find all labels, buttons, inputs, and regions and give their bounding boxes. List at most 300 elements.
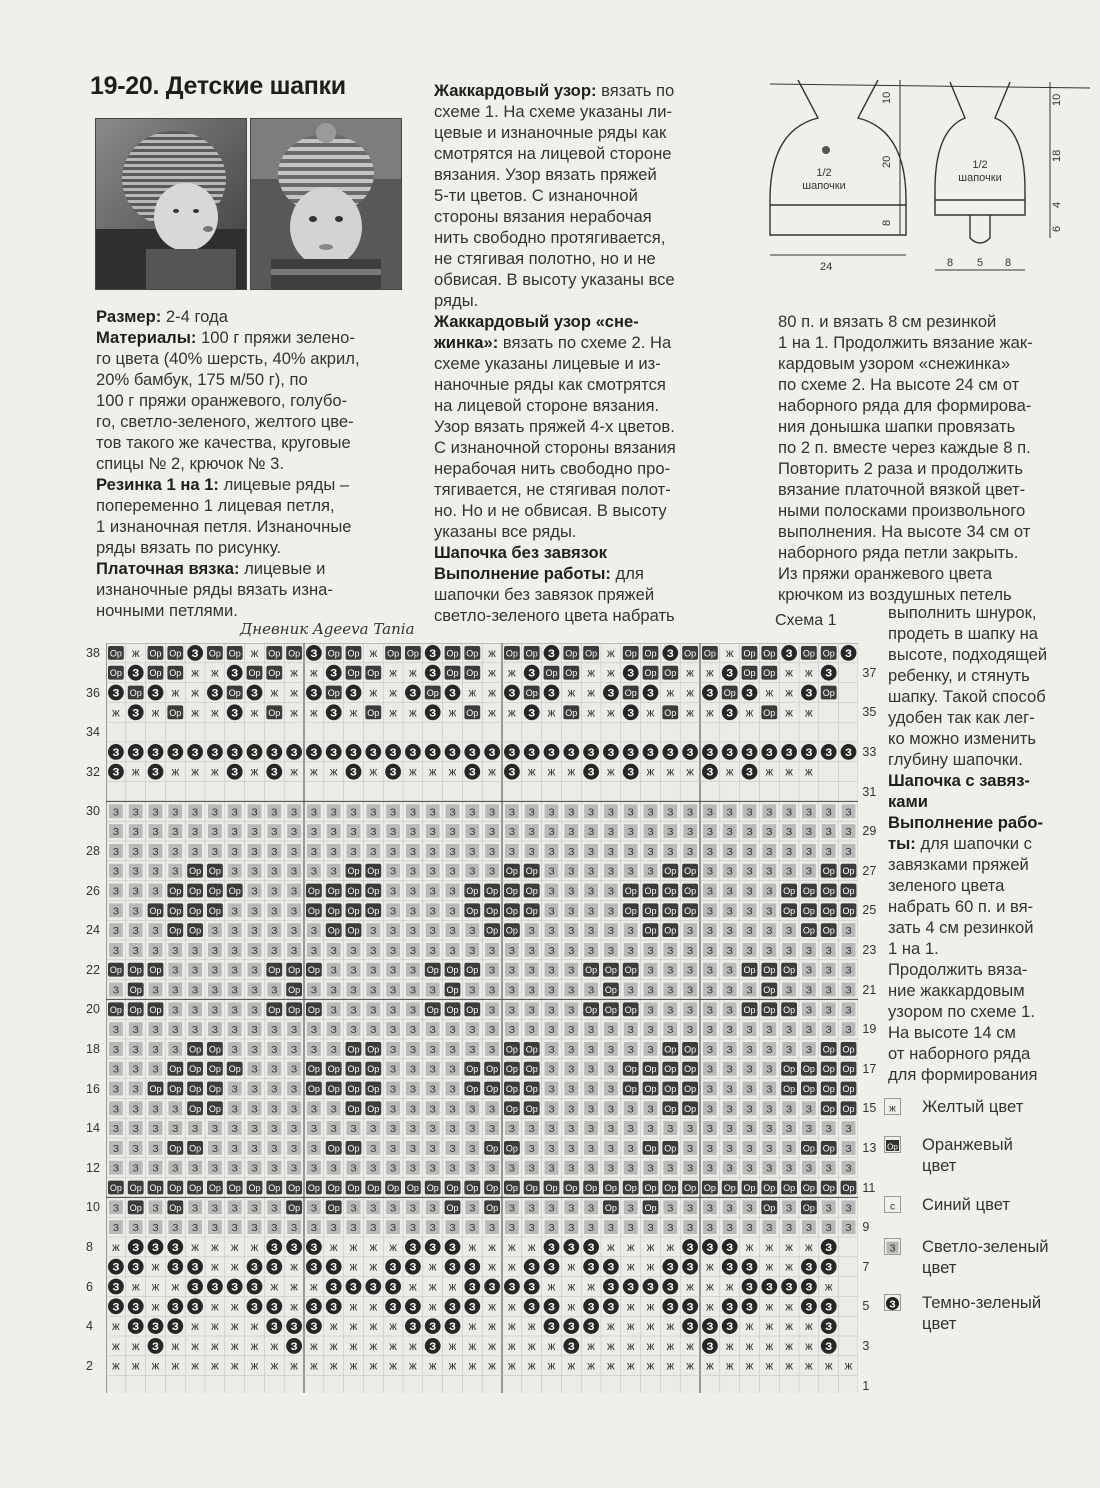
body-text: крючком из воздушных петель [778,585,1012,604]
chart-cell-yellow [785,688,793,700]
row-number-right: 31 [862,784,877,799]
svg-text:Ор: Ор [644,648,657,659]
chart-cell-darkgreen [603,685,619,701]
chart-cell-lightgreen [168,1002,182,1016]
chart-cell-lightgreen [228,1141,242,1155]
svg-text:З: З [686,1301,694,1314]
chart-cell-yellow [211,1301,219,1313]
chart-cell-lightgreen [287,1101,301,1115]
svg-text:ж: ж [131,766,140,779]
chart-cell-orange [167,666,183,680]
svg-text:З: З [845,806,852,819]
chart-cell-lightgreen [525,1121,539,1135]
chart-cell-lightgreen [347,1220,361,1234]
chart-cell-lightgreen [327,1022,341,1036]
svg-text:З: З [231,1202,238,1215]
body-text: выполнения. На высоте 34 см от [778,522,1031,541]
right-column-line [778,416,1033,437]
svg-text:З: З [449,1301,456,1314]
svg-text:З: З [587,1321,595,1334]
svg-text:ж: ж [488,766,496,779]
svg-text:Ор: Ор [109,1004,122,1015]
chart-cell-darkgreen [247,685,263,701]
chart-cell-orange [662,705,678,719]
chart-cell-yellow [488,688,496,700]
svg-text:Ор: Ор [367,668,380,679]
chart-cell-lightgreen [366,824,380,838]
chart-cell-lightgreen [782,1220,796,1234]
chart-cell-yellow [191,767,199,779]
chart-cell-lightgreen [307,1161,321,1175]
chart-cell-lightgreen [584,1062,598,1076]
chart-cell-lightgreen [109,1082,123,1096]
chart-cell-orange [346,884,362,898]
svg-text:ж: ж [626,1301,635,1314]
chart-cell-lightgreen [723,1121,737,1135]
svg-text:З: З [607,885,615,898]
svg-text:З: З [825,1024,832,1037]
chart-cell-lightgreen [545,884,559,898]
chart-cell-lightgreen [208,1002,222,1016]
chart-cell-darkgreen [563,744,579,760]
svg-text:З: З [389,964,397,977]
svg-text:З: З [468,1281,476,1294]
chart-cell-yellow [310,1282,318,1294]
svg-text:ж: ж [230,1261,239,1274]
chart-cell-orange [167,1200,183,1214]
chart-cell-lightgreen [446,804,460,818]
chart-cell-orange [167,1181,183,1195]
svg-text:З: З [587,1063,595,1076]
svg-text:З: З [766,885,773,898]
svg-text:З: З [508,806,516,819]
chart-cell-darkgreen [306,1259,322,1275]
svg-text:ж: ж [349,707,358,720]
body-text: высоте, подходящей [888,645,1048,664]
watermark: Дневник Ageeva Tania [240,620,415,638]
chart-cell-lightgreen [307,1022,321,1036]
chart-cell-orange [781,963,797,977]
svg-text:З: З [706,885,714,898]
chart-cell-lightgreen [545,963,559,977]
svg-text:З: З [271,1103,278,1116]
chart-cell-orange [643,1082,659,1096]
chart-cell-orange [761,705,777,719]
chart-cell-lightgreen [465,943,479,957]
chart-cell-orange [187,1062,203,1076]
body-text: лицевые и [244,559,326,578]
svg-text:ж: ж [646,1340,655,1353]
svg-text:З: З [330,1162,337,1175]
chart-cell-lightgreen [822,804,836,818]
right-column-line [778,542,1033,563]
body-text: цевые и изнаночные ряды как [434,123,667,142]
svg-text:З: З [548,1063,555,1076]
right-side-line [888,602,1047,623]
svg-text:З: З [587,1222,595,1235]
svg-text:Ор: Ор [723,688,736,698]
chart-cell-lightgreen [624,1220,638,1234]
chart-cell-yellow [706,1262,714,1274]
chart-cell-lightgreen [624,1042,638,1056]
chart-cell-orange [405,1181,421,1195]
svg-text:Ор: Ор [842,1183,855,1193]
chart-cell-lightgreen [248,1022,262,1036]
chart-cell-orange [148,1002,164,1016]
svg-text:Ор: Ор [149,965,162,976]
svg-text:Ор: Ор [327,688,340,698]
chart-cell-lightgreen [485,1121,499,1135]
svg-text:Ор: Ор [327,648,340,659]
chart-cell-lightgreen [465,864,479,878]
svg-text:ж: ж [508,1321,516,1334]
svg-text:З: З [726,1024,733,1037]
chart-cell-orange [425,1002,441,1016]
right-column-line [778,458,1033,479]
chart-cell-lightgreen [248,844,262,858]
svg-text:З: З [469,1043,476,1056]
svg-text:ж: ж [389,667,397,680]
svg-text:Ор: Ор [486,1064,499,1075]
svg-text:Ор: Ор [327,886,340,896]
chart-cell-darkgreen [108,764,124,780]
svg-text:Ор: Ор [604,1202,617,1213]
chart-cell-lightgreen [584,903,598,917]
svg-text:З: З [409,1123,417,1136]
chart-cell-lightgreen [109,1200,123,1214]
svg-text:ж: ж [250,1321,259,1334]
svg-text:Ор: Ор [228,648,241,659]
chart-cell-lightgreen [782,1042,796,1056]
svg-text:Ор: Ор [505,1103,518,1114]
svg-text:Ор: Ор [169,1084,182,1094]
chart-cell-lightgreen [683,1002,697,1016]
row-number-left: 28 [86,844,100,858]
svg-text:ж: ж [112,1321,120,1334]
chart-cell-darkgreen [722,1259,738,1275]
chart-cell-lightgreen [644,1002,658,1016]
svg-text:ж: ж [745,1241,754,1254]
svg-text:З: З [805,1024,813,1037]
svg-text:Ор: Ор [644,1183,657,1193]
svg-text:ж: ж [349,1360,358,1373]
chart-cell-orange [108,666,124,680]
chart-cell-darkgreen [623,1279,639,1295]
chart-cell-lightgreen [743,824,757,838]
chart-cell-lightgreen [525,983,539,997]
chart-cell-orange [148,646,164,660]
svg-text:З: З [429,707,437,720]
chart-cell-orange [346,666,362,680]
chart-cell-orange [108,1181,124,1195]
svg-text:З: З [191,1301,199,1314]
chart-cell-lightgreen [386,1200,400,1214]
body-text: наночные ряды как смотрятся [434,375,666,394]
chart-cell-lightgreen [723,923,737,937]
chart-cell-orange [207,903,223,917]
chart-cell-orange [702,646,718,660]
chart-cell-darkgreen [445,1318,461,1334]
middle-column-line [434,437,676,458]
svg-text:Ор: Ор [169,1202,182,1213]
chart-cell-lightgreen [525,804,539,818]
chart-cell-yellow [231,1341,239,1353]
chart-cell-lightgreen [564,824,578,838]
svg-text:З: З [469,845,476,858]
svg-text:З: З [211,964,219,977]
right-hat-label-line2: шапочки [958,172,1002,184]
svg-text:Ор: Ор [486,1202,499,1213]
chart-cell-yellow [270,1341,278,1353]
chart-cell-lightgreen [743,1220,757,1234]
body-text: 100 г пряжи оранжевого, голубо- [96,391,348,410]
chart-cell-lightgreen [267,1141,281,1155]
svg-text:З: З [587,746,595,759]
svg-text:ж: ж [211,1340,219,1353]
svg-text:Ор: Ор [268,1004,281,1015]
chart-cell-lightgreen [366,1200,380,1214]
svg-text:З: З [548,1301,555,1314]
chart-cell-darkgreen [583,1298,599,1314]
chart-cell-lightgreen [703,1141,717,1155]
chart-cell-lightgreen [842,1161,856,1175]
chart-cell-darkgreen [722,1239,738,1255]
chart-cell-darkgreen [662,1279,678,1295]
svg-text:ж: ж [666,687,675,700]
svg-text:Ор: Ор [684,1103,697,1114]
svg-text:З: З [132,1261,140,1274]
svg-text:З: З [290,746,298,759]
chart-cell-lightgreen [584,824,598,838]
svg-text:Ор: Ор [763,707,776,718]
chart-cell-lightgreen [624,923,638,937]
chart-cell-darkgreen [544,1298,560,1314]
body-text: смотрятся на лицевой стороне [434,144,672,163]
svg-text:З: З [825,826,832,839]
svg-text:ж: ж [349,1340,358,1353]
svg-text:З: З [409,1004,417,1017]
svg-text:З: З [350,984,357,997]
svg-text:З: З [726,1004,733,1017]
svg-text:З: З [766,925,773,938]
svg-text:З: З [508,826,516,839]
svg-text:ж: ж [607,1241,615,1254]
chart-cell-darkgreen [187,1298,203,1314]
svg-text:ж: ж [745,1321,754,1334]
svg-text:З: З [845,1222,852,1235]
chart-cell-yellow [686,688,694,700]
chart-cell-darkgreen [702,744,718,760]
chart-cell-lightgreen [782,864,796,878]
middle-column-line [434,563,676,584]
chart-cell-lightgreen [267,1042,281,1056]
svg-text:ж: ж [646,1360,655,1373]
svg-text:З: З [132,707,140,720]
svg-text:ж: ж [508,1261,516,1274]
svg-text:З: З [132,885,139,898]
chart-cell-lightgreen [584,1042,598,1056]
svg-text:З: З [389,865,397,878]
svg-text:ж: ж [290,1261,298,1274]
svg-text:З: З [409,1142,417,1155]
svg-text:З: З [845,647,852,660]
svg-text:ж: ж [547,707,556,720]
chart-cell-lightgreen [663,1200,677,1214]
chart-cell-yellow [290,767,298,779]
svg-text:Ор: Ор [822,1103,835,1114]
chart-cell-orange [841,1082,857,1096]
svg-text:Ор: Ор [149,1183,162,1193]
chart-cell-yellow [429,1361,437,1373]
svg-text:Ор: Ор [268,668,281,679]
row-number-right: 25 [862,903,877,918]
svg-text:З: З [845,845,852,858]
body-text: по схеме 2. На высоте 24 см от [778,375,1020,394]
chart-cell-darkgreen [346,685,362,701]
svg-text:З: З [528,667,536,680]
svg-text:З: З [805,944,813,957]
svg-text:З: З [666,1301,674,1314]
svg-text:Ор: Ор [743,965,756,976]
svg-text:Ор: Ор [347,886,360,896]
right-side-line [888,854,1047,875]
chart-cell-yellow [488,1341,496,1353]
chart-cell-lightgreen [525,1220,539,1234]
svg-text:Ор: Ор [208,1103,221,1114]
svg-text:З: З [607,1063,615,1076]
svg-text:З: З [746,687,753,700]
chart-cell-lightgreen [446,1082,460,1096]
svg-text:З: З [449,1261,456,1274]
svg-text:З: З [686,1222,694,1235]
svg-text:З: З [726,746,734,759]
chart-cell-lightgreen [525,1141,539,1155]
chart-cell-lightgreen [307,804,321,818]
chart-cell-yellow [666,1361,674,1373]
dim-left-8: 8 [881,219,893,226]
svg-text:З: З [112,1202,120,1215]
row-number-left: 22 [86,962,100,977]
chart-cell-lightgreen [822,1002,836,1016]
svg-text:З: З [726,984,733,997]
svg-text:З: З [686,1142,694,1155]
chart-cell-darkgreen [227,764,243,780]
chart-cell-yellow [785,1242,793,1254]
chart-cell-orange [841,1042,857,1056]
chart-cell-lightgreen [248,1121,262,1135]
chart-cell-orange [306,1181,322,1195]
svg-text:Ор: Ор [149,905,162,916]
svg-text:З: З [429,1202,436,1215]
svg-text:Ор: Ор [129,1004,142,1015]
svg-text:Ор: Ор [208,1044,221,1055]
svg-text:ж: ж [310,1340,318,1353]
chart-cell-lightgreen [287,1161,301,1175]
chart-cell-orange [445,646,461,660]
svg-text:З: З [389,925,397,938]
svg-text:Ор: Ор [644,886,657,896]
chart-cell-lightgreen [287,903,301,917]
svg-text:Ор: Ор [189,866,202,877]
svg-text:З: З [746,1301,753,1314]
svg-text:Ор: Ор [189,1064,202,1075]
svg-text:З: З [845,1024,852,1037]
svg-text:З: З [746,1024,753,1037]
chart-cell-lightgreen [644,1161,658,1175]
chart-cell-lightgreen [584,1141,598,1155]
svg-text:З: З [409,964,417,977]
chart-cell-lightgreen [366,983,380,997]
svg-text:З: З [290,944,298,957]
chart-cell-orange [167,705,183,719]
svg-text:Ор: Ор [347,1044,360,1055]
svg-text:Ор: Ор [684,1064,697,1075]
chart-cell-lightgreen [287,864,301,878]
svg-text:З: З [112,845,120,858]
chart-cell-lightgreen [248,1161,262,1175]
chart-cell-orange [563,666,579,680]
chart-cell-lightgreen [545,1220,559,1234]
left-column-line [96,369,360,390]
chart-cell-orange [524,1181,540,1195]
svg-text:З: З [726,1301,734,1314]
svg-text:З: З [607,1123,615,1136]
chart-cell-lightgreen [564,1220,578,1234]
svg-text:З: З [568,964,575,977]
legend-label: Оранжевый цвет [922,1135,1013,1175]
svg-text:З: З [845,1123,852,1136]
chart-cell-lightgreen [228,1022,242,1036]
chart-cell-darkgreen [108,744,124,760]
chart-cell-lightgreen [228,1220,242,1234]
svg-text:Ор: Ор [189,1103,202,1114]
svg-text:З: З [370,1024,377,1037]
svg-text:ж: ж [230,1340,239,1353]
chart-cell-lightgreen [307,943,321,957]
chart-cell-lightgreen [564,1161,578,1175]
chart-cell-lightgreen [426,1062,440,1076]
svg-text:Ор: Ор [703,1183,716,1193]
svg-text:З: З [548,925,555,938]
chart-cell-yellow [567,767,575,779]
chart-cell-orange [702,1181,718,1195]
chart-cell-yellow [785,1321,793,1333]
svg-text:З: З [686,984,694,997]
svg-text:З: З [271,984,278,997]
chart-cell-yellow [746,707,754,719]
chart-cell-orange [306,903,322,917]
chart-cell-darkgreen [544,1318,560,1334]
body-text: стороны вязания нерабочая [434,207,652,226]
body-text: го, светло-зеленого, желтого цве- [96,412,354,431]
svg-text:Ор: Ор [228,1064,241,1075]
svg-text:З: З [251,746,258,759]
svg-text:З: З [805,806,813,819]
svg-text:З: З [152,1142,159,1155]
svg-text:З: З [548,1043,555,1056]
row-number-left: 8 [86,1240,93,1254]
chart-cell-darkgreen [405,685,421,701]
chart-cell-lightgreen [505,1121,519,1135]
svg-text:ж: ж [686,1360,694,1373]
chart-cell-lightgreen [426,844,440,858]
svg-text:Ор: Ор [367,1044,380,1055]
chart-cell-lightgreen [545,844,559,858]
svg-text:Ор: Ор [664,1084,677,1094]
right-column-text [778,311,1033,605]
chart-cell-darkgreen [643,744,659,760]
svg-text:З: З [429,746,437,759]
